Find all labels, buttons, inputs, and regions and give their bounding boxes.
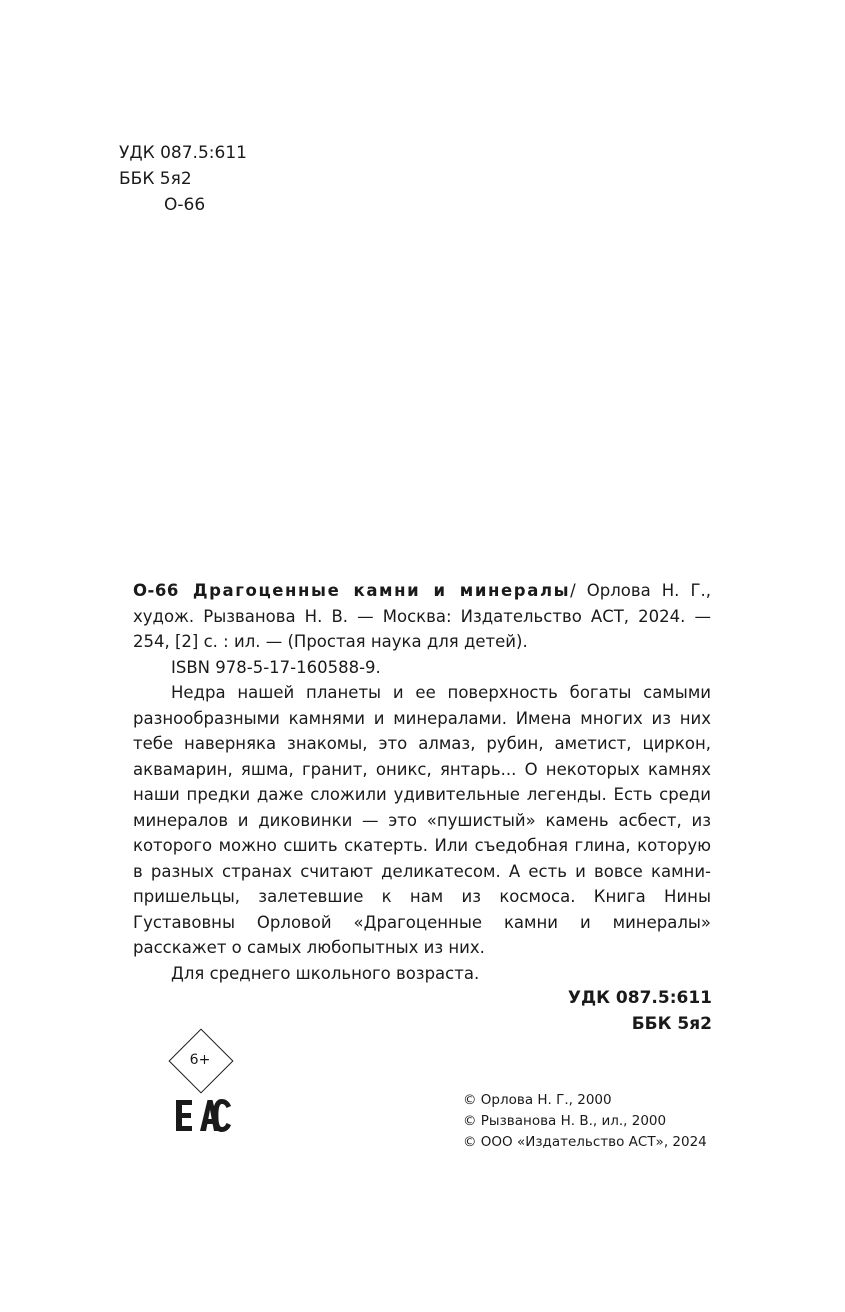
annotation-text: Недра нашей планеты и ее поверхность богаты самыми разнообразными камнями и минералами. Имена многих из них тебе наверняка знакомы, это алмаз, рубин, аметист, циркон, аквамарин, яшма, гранит, оникс, янтарь... О некоторых камнях наши предки даже сложили удивительные легенды. Есть среди минералов и диковинки — это «пушистый» камень асбест, из которого можно сшить скатерть. Или съедобная глина, которую в разных странах считают деликатесом. А есть и вовсе камни-пришельцы, залетевшие к нам из космоса. Книга Нины Густавовны Орловой «Драгоценные камни и минералы» расскажет о самых любопытных из них.: [133, 683, 711, 957]
copyright-line-3: © ООО «Издательство АСТ», 2024: [463, 1134, 707, 1150]
citation-details: / Орлова Н. Г., худож. Рызванова Н. В. — Москва: Издательство АСТ, 2024. — 254, [2] с. : ил. — (Простая наука для детей).: [133, 581, 711, 651]
bbk-code-bottom: ББК 5я2: [631, 1014, 712, 1034]
author-mark-top: О-66: [164, 195, 206, 215]
copyright-line-2: © Рызванова Н. В., ил., 2000: [463, 1113, 667, 1129]
classification-codes-bottom: [568, 985, 712, 1037]
annotation-block: [133, 578, 711, 986]
bbk-code-top: ББК 5я2: [119, 169, 192, 189]
udk-code-top: УДК 087.5:611: [119, 143, 247, 163]
audience-note: Для среднего школьного возраста.: [171, 963, 480, 983]
classification-codes-top: [119, 140, 247, 218]
age-rating-label: 6+: [189, 1052, 211, 1068]
copyright-block: [463, 1090, 707, 1153]
copyright-line-1: © Орлова Н. Г., 2000: [463, 1092, 612, 1108]
author-mark-citation: О-66: [133, 581, 179, 600]
eac-conformity-icon: [172, 1094, 234, 1136]
book-title: Драгоценные камни и минералы: [192, 581, 571, 600]
udk-code-bottom: УДК 087.5:611: [567, 988, 712, 1008]
isbn-line: ISBN 978-5-17-160588-9.: [171, 657, 381, 677]
marks-group: [172, 1038, 242, 1148]
bibliographic-citation: [133, 578, 711, 655]
